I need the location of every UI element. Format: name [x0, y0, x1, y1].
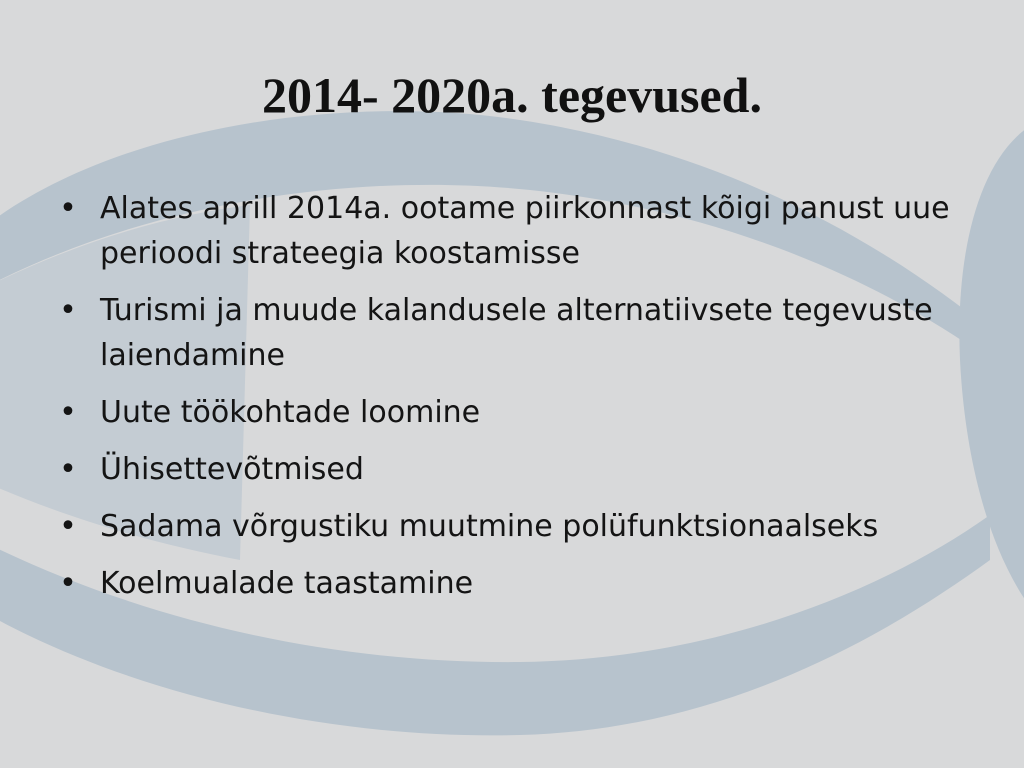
bullet-text: Alates aprill 2014a. ootame piirkonnast kõigi panust uue perioodi strateegia koostamisse — [100, 191, 950, 271]
bullet-list — [58, 186, 958, 618]
bullet-item — [58, 561, 958, 606]
bullet-icon: • — [59, 293, 77, 328]
bullet-text: Ühisettevõtmised — [100, 452, 364, 487]
bullet-item — [58, 186, 958, 276]
bullet-item — [58, 447, 958, 492]
bullet-icon: • — [59, 395, 77, 430]
bullet-icon: • — [59, 452, 77, 487]
slide-title: 2014- 2020a. tegevused. — [262, 67, 762, 123]
bullet-text: Turismi ja muude kalandusele alternatiivsete tegevuste laiendamine — [100, 293, 933, 373]
bullet-icon: • — [59, 509, 77, 544]
bullet-text: Koelmualade taastamine — [100, 566, 474, 601]
bullet-item — [58, 390, 958, 435]
bullet-icon: • — [59, 566, 77, 601]
bullet-icon: • — [59, 191, 77, 226]
bullet-item — [58, 504, 958, 549]
bullet-text: Uute töökohtade loomine — [100, 395, 481, 430]
bullet-text: Sadama võrgustiku muutmine polüfunktsionaalseks — [100, 509, 879, 544]
bullet-item — [58, 288, 958, 378]
